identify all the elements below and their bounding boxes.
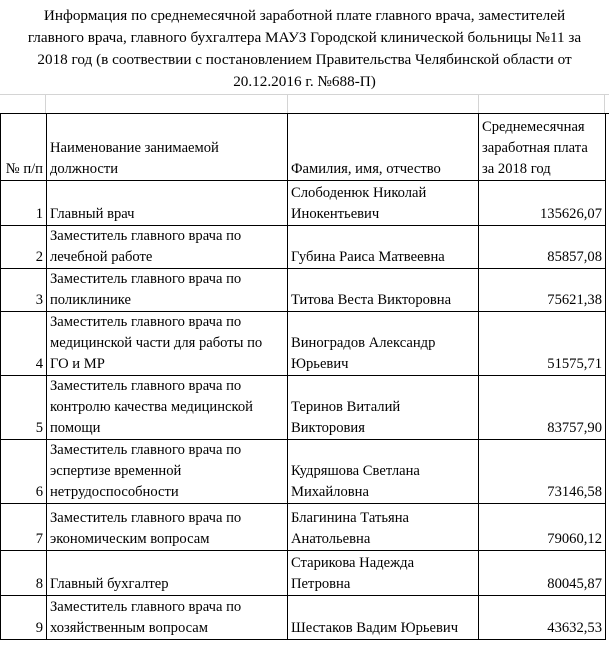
cell-num [1, 596, 47, 640]
cell-name [288, 440, 479, 504]
salary-value: 80045,87 [547, 576, 602, 592]
name-line: Старикова Надежда [291, 555, 415, 571]
position-line: Заместитель главного врача по [50, 271, 242, 287]
cell-position [47, 269, 288, 312]
document-title [0, 0, 609, 94]
cell-name [288, 504, 479, 551]
cell-name [288, 312, 479, 376]
position-line: хозяйственным вопросам [50, 620, 208, 636]
cell-name [288, 596, 479, 640]
header-row [1, 114, 606, 181]
header-position [47, 114, 288, 181]
table-row [1, 551, 606, 596]
header-position-line: Наименование занимаемой [50, 140, 219, 156]
cell-num [1, 376, 47, 440]
cell-salary [479, 181, 606, 226]
name-line: Кудряшова Светлана [291, 463, 420, 479]
cell-salary [479, 504, 606, 551]
header-num-text: № п/п [5, 161, 43, 177]
salary-value: 75621,38 [547, 292, 602, 308]
name-line: Слободенюк Николай [291, 185, 427, 201]
cell-salary [479, 312, 606, 376]
salary-value: 135626,07 [539, 206, 602, 222]
table-row [1, 226, 606, 269]
cell-position [47, 440, 288, 504]
cell-num [1, 551, 47, 596]
position-line: ГО и МР [50, 356, 105, 372]
row-number: 5 [35, 420, 43, 436]
table-row [1, 504, 606, 551]
position-line: Заместитель главного врача по [50, 314, 242, 330]
table-row [1, 376, 606, 440]
cell-name [288, 376, 479, 440]
position-line: эспертизе временной [50, 463, 182, 479]
cell-position [47, 596, 288, 640]
title-line-1: Информация по среднемесячной заработной плате главного врача, заместителей [43, 7, 566, 24]
table-row [1, 440, 606, 504]
salary-value: 51575,71 [547, 356, 602, 372]
position-line: нетрудоспособности [50, 484, 179, 500]
cell-position [47, 376, 288, 440]
cell-position [47, 226, 288, 269]
cell-salary [479, 596, 606, 640]
position-line: Заместитель главного врача по [50, 599, 242, 615]
table-row [1, 312, 606, 376]
gridline [45, 95, 46, 113]
row-number: 6 [35, 484, 43, 500]
gridline [287, 95, 288, 113]
header-salary-line: заработная плата [482, 140, 588, 156]
header-name [288, 114, 479, 181]
name-line: Шестаков Вадим Юрьевич [291, 620, 459, 636]
row-number: 4 [35, 356, 43, 372]
header-salary [479, 114, 606, 181]
name-line: Теринов Виталий [291, 399, 401, 415]
salary-value: 85857,08 [547, 249, 602, 265]
name-line: Анатольевна [291, 531, 371, 547]
cell-salary [479, 376, 606, 440]
name-line: Виноградов Александр [291, 335, 436, 351]
gridline [604, 95, 605, 113]
name-line: Юрьевич [291, 356, 349, 372]
cell-position [47, 312, 288, 376]
row-number: 1 [35, 206, 43, 222]
empty-spacer-row [0, 94, 609, 114]
title-line-4: 20.12.2016 г. №688-П) [233, 73, 376, 90]
row-number: 7 [35, 531, 43, 547]
position-line: поликлинике [50, 292, 132, 308]
cell-name [288, 269, 479, 312]
position-line: контролю качества медицинской [50, 399, 253, 415]
cell-position [47, 181, 288, 226]
cell-name [288, 226, 479, 269]
gridline [478, 95, 479, 113]
position-line: Главный врач [50, 206, 135, 222]
name-line: Титова Веста Викторовна [291, 292, 452, 308]
salary-value: 83757,90 [547, 420, 602, 436]
position-line: Заместитель главного врача по [50, 442, 242, 458]
cell-name [288, 551, 479, 596]
salary-value: 79060,12 [547, 531, 602, 547]
cell-num [1, 504, 47, 551]
position-line: Заместитель главного врача по [50, 510, 242, 526]
cell-num [1, 440, 47, 504]
cell-num [1, 312, 47, 376]
header-num [1, 114, 47, 181]
table-row [1, 596, 606, 640]
row-number: 3 [35, 292, 43, 308]
cell-num [1, 226, 47, 269]
header-position-line: должности [50, 161, 119, 177]
salary-value: 43632,53 [547, 620, 602, 636]
row-number: 2 [35, 249, 43, 265]
cell-salary [479, 440, 606, 504]
position-line: Главный бухгалтер [50, 576, 169, 592]
position-line: помощи [50, 420, 101, 436]
table-row [1, 269, 606, 312]
position-line: экономическим вопросам [50, 531, 210, 547]
cell-position [47, 551, 288, 596]
name-line: Благинина Татьяна [291, 510, 409, 526]
position-line: Заместитель главного врача по [50, 378, 242, 394]
cell-position [47, 504, 288, 551]
title-line-2: главного врача, главного бухгалтера МАУЗ Городской клинической больницы №11 за [27, 29, 582, 46]
cell-name [288, 181, 479, 226]
row-number: 8 [35, 576, 43, 592]
header-salary-line: за 2018 год [482, 161, 551, 177]
salary-value: 73146,58 [547, 484, 602, 500]
title-line-3: 2018 год (в соотвествии с постановлением Правительства Челябинской области от [37, 51, 572, 68]
position-line: Заместитель главного врача по [50, 228, 242, 244]
cell-num [1, 181, 47, 226]
position-line: медицинской части для работы по [50, 335, 263, 351]
header-salary-line: Среднемесячная [482, 119, 585, 135]
name-line: Губина Раиса Матвеевна [291, 249, 445, 265]
cell-salary [479, 226, 606, 269]
cell-num [1, 269, 47, 312]
name-line: Викторовия [291, 420, 365, 436]
cell-salary [479, 269, 606, 312]
header-name-text: Фамилия, имя, отчество [291, 161, 441, 177]
salary-table [0, 113, 606, 640]
row-number: 9 [35, 620, 43, 636]
name-line: Михайловна [291, 484, 369, 500]
name-line: Инокентьевич [291, 206, 380, 222]
name-line: Петровна [291, 576, 351, 592]
position-line: лечебной работе [50, 249, 153, 265]
cell-salary [479, 551, 606, 596]
table-row [1, 181, 606, 226]
